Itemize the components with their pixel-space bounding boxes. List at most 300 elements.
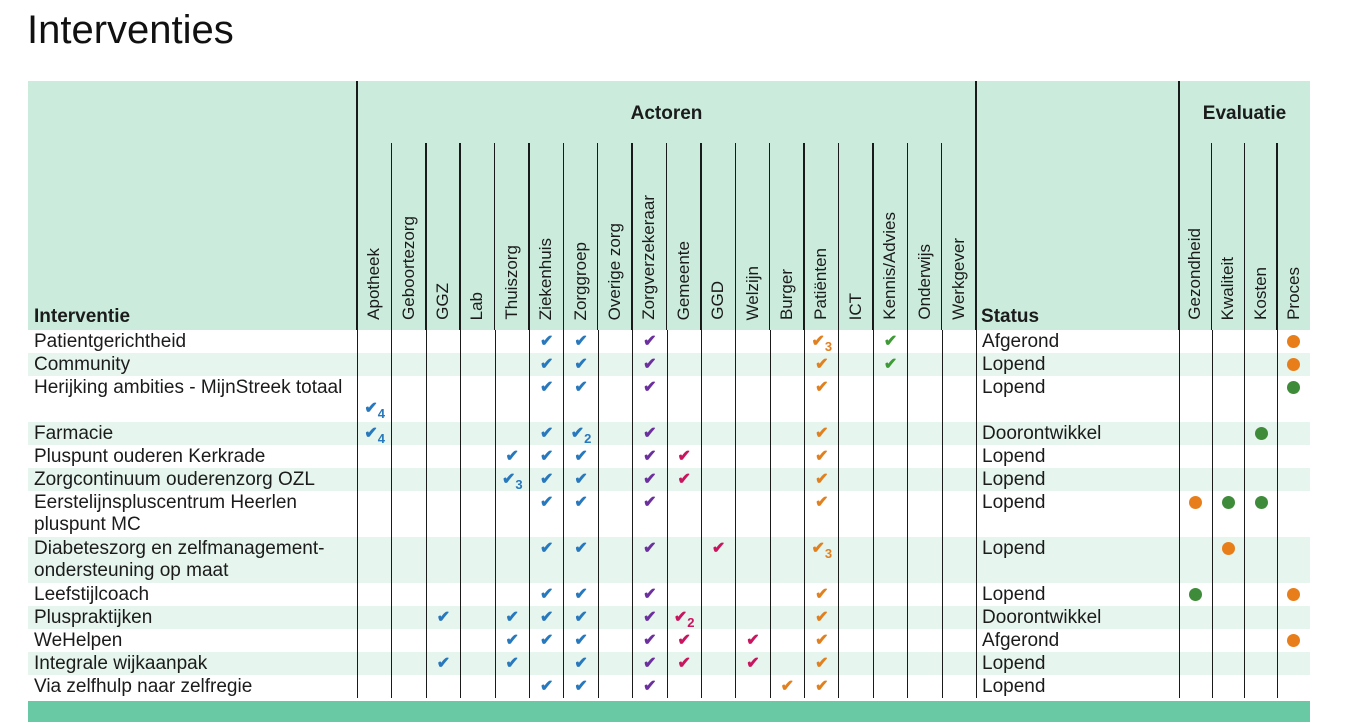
actor-cell — [735, 491, 769, 537]
actor-column-header: Thuiszorg — [501, 245, 521, 320]
check-icon: ✔ — [746, 631, 760, 649]
actor-cell — [598, 353, 632, 376]
check-icon: ✔ — [815, 677, 829, 695]
check-icon: ✔ — [539, 608, 554, 626]
check-icon: ✔ — [505, 654, 519, 672]
actor-cell — [632, 675, 666, 698]
actor-cell — [426, 353, 460, 376]
actor-cell — [770, 583, 804, 606]
status-cell: Lopend — [976, 376, 1179, 422]
actor-cell — [632, 330, 666, 353]
evaluation-cell — [1212, 353, 1245, 376]
status-cell: Lopend — [976, 583, 1179, 606]
status-column-header-cell — [976, 81, 1179, 330]
actor-cell — [838, 422, 872, 445]
actor-cell — [873, 445, 907, 468]
evaluation-cell — [1277, 353, 1310, 376]
actor-cell — [873, 376, 907, 422]
check-subscript: 3 — [515, 476, 523, 491]
evaluation-cell — [1277, 422, 1310, 445]
evaluation-cell — [1212, 652, 1245, 675]
status-cell: Afgerond — [976, 330, 1179, 353]
actor-cell — [907, 606, 941, 629]
evaluation-header-cell — [1244, 81, 1277, 330]
check-icon: $✔_3$ — [811, 332, 833, 353]
evaluation-cell — [1244, 422, 1277, 445]
status-cell: Doorontwikkel — [976, 606, 1179, 629]
actor-cell — [460, 583, 494, 606]
actor-cell — [770, 445, 804, 468]
check-icon: ✔ — [780, 677, 795, 695]
status-column-header: Status — [981, 306, 1040, 327]
actor-cell — [804, 422, 838, 445]
evaluation-cell — [1244, 537, 1277, 583]
actor-cell — [735, 422, 769, 445]
evaluation-cell — [1244, 629, 1277, 652]
actor-cell — [838, 537, 872, 583]
actor-cell — [770, 537, 804, 583]
actor-cell — [529, 606, 563, 629]
actor-cell — [460, 468, 494, 491]
actor-cell — [563, 537, 597, 583]
evaluation-column-header: Gezondheid — [1185, 228, 1205, 320]
actor-cell — [426, 445, 460, 468]
actor-cell — [907, 629, 941, 652]
evaluation-cell — [1179, 330, 1212, 353]
evaluation-cell — [1244, 468, 1277, 491]
actor-column-header: Gemeente — [673, 240, 693, 320]
evaluation-cell — [1244, 583, 1277, 606]
actor-cell — [426, 422, 460, 445]
check-icon: ✔ — [711, 540, 726, 557]
intervention-column-header: Interventie — [34, 306, 131, 327]
actor-cell — [357, 583, 391, 606]
evaluation-dot — [1287, 588, 1300, 601]
actor-column-header: Zorgverzekeraar — [639, 195, 659, 320]
check-icon: ✔ — [574, 631, 588, 649]
actor-cell — [460, 606, 494, 629]
actor-cell — [598, 445, 632, 468]
actor-cell — [632, 491, 666, 537]
evaluation-dot — [1255, 496, 1268, 509]
actor-cell — [873, 330, 907, 353]
check-icon: ✔ — [436, 608, 451, 626]
actor-cell — [804, 353, 838, 376]
actor-cell — [735, 468, 769, 491]
actor-cell — [804, 629, 838, 652]
evaluation-cell — [1179, 445, 1212, 468]
check-icon: ✔ — [815, 494, 829, 511]
actor-cell — [495, 330, 529, 353]
actor-cell — [735, 537, 769, 583]
table-row — [28, 583, 1310, 606]
check-icon: $✔_4$ — [364, 424, 386, 445]
actor-cell — [735, 353, 769, 376]
actor-cell — [391, 353, 425, 376]
check-icon: ✔ — [539, 332, 554, 350]
evaluation-dot — [1287, 335, 1300, 348]
check-icon: ✔ — [574, 654, 588, 672]
actor-cell — [907, 353, 941, 376]
actor-cell — [942, 583, 976, 606]
check-icon: ✔ — [574, 585, 588, 603]
actor-cell — [563, 583, 597, 606]
evaluation-dot — [1287, 358, 1300, 371]
actor-cell — [426, 491, 460, 537]
check-icon: ✔ — [643, 677, 657, 695]
actor-cell — [460, 629, 494, 652]
actor-cell — [460, 445, 494, 468]
actor-cell — [357, 537, 391, 583]
actor-cell — [391, 652, 425, 675]
intervention-name: Farmacie — [34, 423, 114, 444]
evaluation-cell — [1212, 376, 1245, 422]
evaluation-cell — [1212, 468, 1245, 491]
evaluation-cell — [1277, 606, 1310, 629]
evaluation-cell — [1179, 652, 1212, 675]
actor-cell — [873, 652, 907, 675]
actor-cell — [804, 583, 838, 606]
actor-cell — [495, 583, 529, 606]
check-icon: ✔ — [574, 470, 588, 488]
intervention-column-header-cell — [28, 81, 357, 330]
actor-cell — [838, 376, 872, 422]
evaluation-dot — [1287, 634, 1300, 647]
actor-cell — [495, 537, 529, 583]
check-icon: ✔ — [643, 608, 657, 626]
evaluation-header-cell — [1277, 81, 1310, 330]
actor-cell — [701, 468, 735, 491]
check-subscript: 3 — [824, 546, 833, 561]
evaluation-cell — [1212, 491, 1245, 537]
evaluation-cell — [1212, 629, 1245, 652]
check-icon: ✔ — [815, 470, 829, 488]
actor-cell — [873, 537, 907, 583]
actor-column-header: Burger — [776, 268, 796, 320]
actor-cell — [357, 353, 391, 376]
actor-cell — [357, 606, 391, 629]
actors-section-header: Actoren — [630, 103, 703, 124]
actor-cell — [632, 583, 666, 606]
check-icon: ✔ — [643, 355, 657, 373]
evaluation-dot — [1255, 427, 1268, 440]
status-cell: Lopend — [976, 652, 1179, 675]
evaluation-cell — [1179, 606, 1212, 629]
actor-cell — [460, 330, 494, 353]
actor-cell — [701, 376, 735, 422]
check-icon: ✔ — [815, 631, 829, 649]
intervention-name: WeHelpen — [34, 630, 123, 651]
evaluation-cell — [1277, 583, 1310, 606]
check-icon: ✔ — [815, 379, 829, 396]
actor-cell — [460, 652, 494, 675]
actor-cell — [391, 491, 425, 537]
evaluation-cell — [1179, 468, 1212, 491]
evaluation-section-header: Evaluatie — [1202, 103, 1287, 124]
actor-cell — [529, 376, 563, 422]
check-icon: ✔ — [574, 379, 588, 396]
actor-cell — [942, 675, 976, 698]
actor-cell — [701, 491, 735, 537]
actor-column-header: Onderwijs — [914, 244, 934, 320]
check-icon: $✔_2$ — [570, 424, 592, 445]
actor-cell — [735, 675, 769, 698]
actor-cell — [838, 606, 872, 629]
actor-cell — [701, 629, 735, 652]
evaluation-cell — [1212, 445, 1245, 468]
actor-cell — [838, 353, 872, 376]
actor-cell — [667, 606, 701, 629]
actor-cell — [735, 376, 769, 422]
page-title: Interventies — [27, 8, 234, 52]
actor-cell — [838, 491, 872, 537]
actor-cell — [667, 491, 701, 537]
actor-cell — [838, 468, 872, 491]
actor-cell — [357, 445, 391, 468]
actor-cell — [632, 537, 666, 583]
check-icon: $✔_4$ — [364, 400, 386, 421]
check-icon: ✔ — [815, 355, 829, 373]
actor-cell — [942, 491, 976, 537]
actor-cell — [838, 652, 872, 675]
actor-cell — [426, 606, 460, 629]
evaluation-cell — [1277, 675, 1310, 698]
check-icon: ✔ — [574, 540, 588, 557]
evaluation-cell — [1277, 652, 1310, 675]
status-cell: Afgerond — [976, 629, 1179, 652]
actor-cell — [942, 376, 976, 422]
actor-cell — [770, 606, 804, 629]
evaluation-header-cell — [1179, 81, 1212, 330]
actor-column-header: Geboortezorg — [398, 216, 418, 320]
evaluation-cell — [1212, 537, 1245, 583]
table-row — [28, 376, 1310, 422]
check-icon: ✔ — [539, 424, 554, 442]
actor-cell — [495, 376, 529, 422]
actor-cell — [495, 491, 529, 537]
actor-cell — [563, 376, 597, 422]
check-icon: ✔ — [643, 470, 657, 488]
table-row — [28, 468, 1310, 491]
actor-column-header: GGZ — [433, 283, 453, 320]
actor-cell — [907, 652, 941, 675]
evaluation-dot — [1189, 588, 1202, 601]
actor-cell — [598, 376, 632, 422]
evaluation-cell — [1244, 675, 1277, 698]
footer-bar — [28, 701, 1310, 722]
actor-cell — [563, 422, 597, 445]
intervention-name: Leefstijlcoach — [34, 584, 150, 605]
actor-cell — [598, 606, 632, 629]
actor-cell — [838, 675, 872, 698]
actor-cell — [460, 376, 494, 422]
actor-cell — [598, 491, 632, 537]
check-icon: ✔ — [539, 677, 554, 695]
check-icon: ✔ — [677, 447, 691, 465]
actor-cell — [770, 675, 804, 698]
actor-cell — [907, 376, 941, 422]
actor-cell — [701, 675, 735, 698]
actor-cell — [357, 330, 391, 353]
intervention-name: Pluspunt ouderen Kerkrade — [34, 446, 266, 467]
actor-cell — [942, 652, 976, 675]
actor-cell — [598, 330, 632, 353]
actor-cell — [942, 445, 976, 468]
check-subscript: 3 — [824, 338, 833, 353]
actor-cell — [632, 468, 666, 491]
check-icon: ✔ — [643, 494, 657, 511]
actor-cell — [357, 491, 391, 537]
actor-cell — [495, 606, 529, 629]
actor-cell — [426, 376, 460, 422]
actor-cell — [735, 652, 769, 675]
check-icon: ✔ — [574, 332, 588, 350]
evaluation-dot — [1189, 496, 1202, 509]
check-icon: ✔ — [539, 447, 554, 465]
table-row — [28, 330, 1310, 353]
actor-cell — [701, 445, 735, 468]
check-icon: ✔ — [883, 355, 898, 373]
actor-column-header: ICT — [845, 292, 865, 320]
check-icon: $✔_2$ — [673, 608, 695, 629]
actor-cell — [701, 537, 735, 583]
actor-cell — [391, 629, 425, 652]
evaluation-cell — [1179, 583, 1212, 606]
actor-cell — [357, 629, 391, 652]
actor-cell — [735, 330, 769, 353]
actor-cell — [667, 376, 701, 422]
check-icon: ✔ — [505, 608, 519, 626]
intervention-name: Via zelfhulp naar zelfregie — [34, 676, 253, 697]
check-icon: ✔ — [815, 424, 829, 442]
check-subscript: 4 — [377, 406, 386, 421]
actor-cell — [804, 652, 838, 675]
actor-cell — [495, 675, 529, 698]
actor-column-header: Welzijn — [742, 265, 762, 320]
actor-cell — [426, 583, 460, 606]
actor-cell — [426, 675, 460, 698]
actor-cell — [701, 583, 735, 606]
actor-cell — [770, 652, 804, 675]
actor-cell — [873, 422, 907, 445]
actor-cell — [667, 583, 701, 606]
actor-cell — [495, 652, 529, 675]
evaluation-cell — [1244, 330, 1277, 353]
check-icon: ✔ — [574, 608, 588, 626]
check-icon: ✔ — [539, 470, 554, 488]
evaluation-cell — [1212, 606, 1245, 629]
evaluation-cell — [1179, 629, 1212, 652]
check-icon: $✔_3$ — [501, 470, 523, 491]
status-cell: Lopend — [976, 353, 1179, 376]
check-icon: ✔ — [539, 355, 554, 373]
actor-cell — [391, 376, 425, 422]
actor-column-header: Lab — [467, 291, 487, 320]
actor-cell — [598, 422, 632, 445]
actor-cell — [529, 422, 563, 445]
table-row — [28, 445, 1310, 468]
check-subscript: 2 — [687, 614, 695, 629]
actor-cell — [391, 422, 425, 445]
actor-cell — [598, 468, 632, 491]
actor-cell — [632, 376, 666, 422]
actor-cell — [563, 330, 597, 353]
actor-cell — [804, 537, 838, 583]
check-icon: ✔ — [746, 654, 760, 672]
evaluation-column-header: Kwaliteit — [1218, 256, 1238, 320]
status-cell: Doorontwikkel — [976, 422, 1179, 445]
actor-cell — [667, 330, 701, 353]
intervention-name: Herijking ambities - MijnStreek totaal — [34, 377, 343, 398]
check-icon: ✔ — [815, 447, 829, 465]
check-icon: ✔ — [539, 379, 554, 396]
actor-cell — [598, 675, 632, 698]
actor-cell — [942, 330, 976, 353]
evaluation-cell — [1212, 675, 1245, 698]
actor-column-header: Patiënten — [811, 248, 831, 320]
actor-cell — [391, 675, 425, 698]
evaluation-cell — [1277, 537, 1310, 583]
evaluation-cell — [1277, 445, 1310, 468]
actor-cell — [907, 583, 941, 606]
actor-cell — [667, 629, 701, 652]
evaluation-cell — [1244, 376, 1277, 422]
evaluation-cell — [1179, 353, 1212, 376]
interventions-table — [28, 81, 1310, 722]
table-row — [28, 537, 1310, 583]
actor-cell — [942, 468, 976, 491]
actor-column-header: Ziekenhuis — [536, 237, 556, 320]
actor-cell — [804, 445, 838, 468]
actor-cell — [735, 583, 769, 606]
actor-cell — [529, 353, 563, 376]
actor-cell — [529, 491, 563, 537]
actor-cell — [873, 583, 907, 606]
actor-cell — [563, 675, 597, 698]
evaluation-dot — [1287, 381, 1300, 394]
actor-cell — [632, 445, 666, 468]
table-row — [28, 491, 1310, 537]
actor-cell — [357, 376, 391, 422]
actor-cell — [804, 491, 838, 537]
actor-cell — [529, 583, 563, 606]
actor-cell — [632, 652, 666, 675]
actor-cell — [460, 422, 494, 445]
actor-column-header: Kennis/Advies — [880, 212, 900, 320]
evaluation-cell — [1244, 353, 1277, 376]
intervention-name: Integrale wijkaanpak — [34, 653, 208, 674]
actor-cell — [495, 629, 529, 652]
actor-cell — [529, 468, 563, 491]
check-icon: ✔ — [815, 654, 829, 672]
check-icon: ✔ — [574, 677, 588, 695]
actor-cell — [873, 491, 907, 537]
actor-cell — [701, 330, 735, 353]
check-icon: ✔ — [815, 608, 829, 626]
actor-cell — [907, 491, 941, 537]
actor-cell — [873, 675, 907, 698]
actor-cell — [529, 629, 563, 652]
actor-cell — [804, 675, 838, 698]
intervention-name: Community — [34, 354, 131, 375]
check-icon: ✔ — [643, 540, 657, 557]
table-row — [28, 629, 1310, 652]
actor-cell — [942, 606, 976, 629]
table-row — [28, 606, 1310, 629]
intervention-name: Patientgerichtheid — [34, 331, 187, 352]
check-icon: ✔ — [815, 585, 829, 603]
actor-cell — [667, 422, 701, 445]
